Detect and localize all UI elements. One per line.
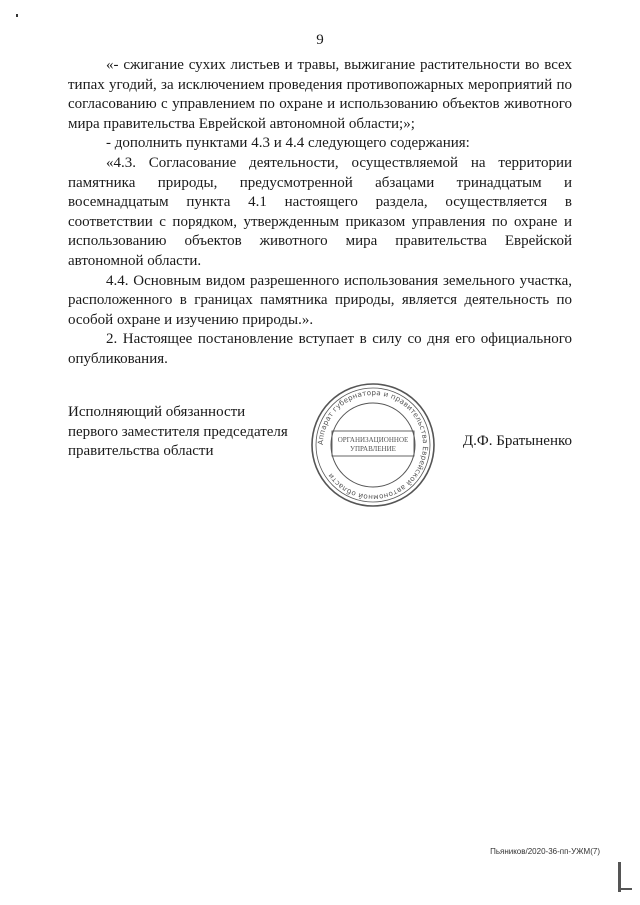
- paragraph: 4.4. Основным видом разрешенного использования земельного участка, расположенного в границах памятника природы, является деятельность по особой охране и изучению природы.».: [68, 272, 572, 328]
- scan-edge-mark: [618, 888, 632, 890]
- signatory-name: Д.Ф. Братыненко: [462, 433, 572, 449]
- signatory-position-line: правительства области: [68, 443, 214, 460]
- paragraph: 2. Настоящее постановление вступает в силу со дня его официального опубликования.: [68, 331, 572, 367]
- paragraph: «4.3. Согласование деятельности, осуществляемой на территории памятника природы, предусмотренной абзацами тринадцатым и восемнадцатым пункта 4.1 настоящего раздела, осуществляется в соответствии с порядком, утвержденным приказом управления по охране и использованию объектов животного мира правительства Еврейской автономной области.: [68, 154, 572, 269]
- stamp-center-text: УПРАВЛЕНИЕ: [350, 445, 396, 453]
- document-body: [68, 56, 572, 370]
- signatory-position-line: первого заместителя председателя: [68, 423, 288, 440]
- signatory-position: [68, 403, 308, 462]
- stamp-center-text: ОРГАНИЗАЦИОННОЕ: [337, 436, 409, 444]
- signatory-position-line: Исполняющий обязанности: [68, 404, 246, 420]
- paragraph: - дополнить пунктами 4.3 и 4.4 следующего содержания:: [106, 135, 470, 152]
- scan-speck: [16, 14, 18, 17]
- stamp-ring-text: Аппарат губернатора и правительства Еврейской автономной области: [315, 387, 431, 503]
- document-reference: Пьяников/2020-36-пп-УЖМ(7): [490, 847, 600, 856]
- page-number: 9: [316, 32, 324, 48]
- official-stamp: [308, 380, 438, 510]
- paragraph: «- сжигание сухих листьев и травы, выжигание растительности во всех типах угодий, за исключением проведения противопожарных мероприятий по согласованию с управлением по охране и использованию объектов животного мира правительства Еврейской автономной области;»;: [68, 57, 572, 132]
